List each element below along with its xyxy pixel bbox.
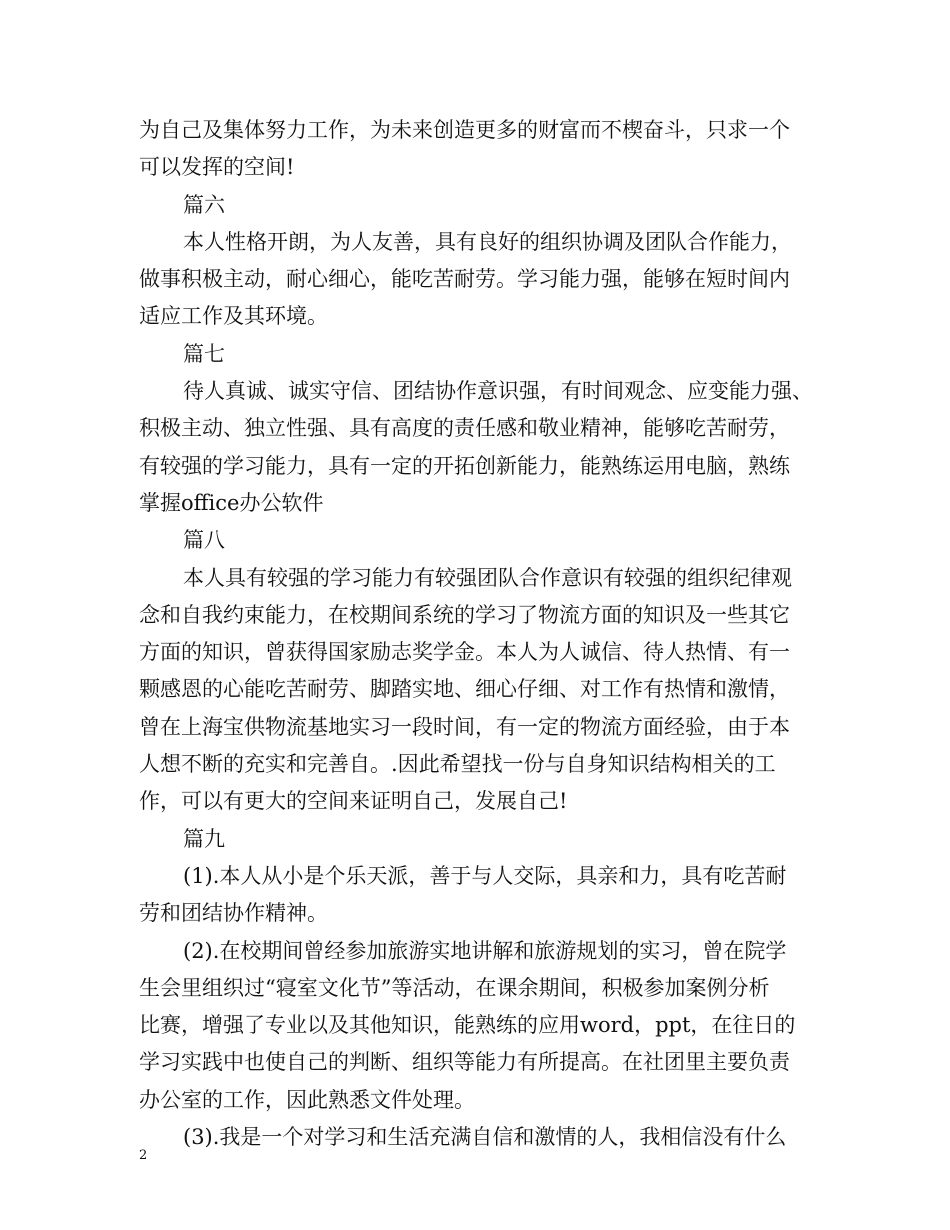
paragraph-start-line: 待人真诚、诚实守信、团结协作意识强，有时间观念、应变能力强、 (183, 379, 813, 404)
paragraph-start-line: 本人具有较强的学习能力有较强团队合作意识有较强的组织纪律观 (183, 565, 792, 590)
text-line: 掌握office办公软件 (139, 490, 324, 515)
paragraph-start-line: (2).在校期间曾经参加旅游实地讲解和旅游规划的实习，曾在院学 (183, 938, 787, 963)
text-line: 方面的知识，曾获得国家励志奖学金。本人为人诚信、待人热情、有一 (139, 640, 790, 665)
text-line: 办公室的工作，因此熟悉文件处理。 (139, 1087, 475, 1112)
text-line: 做事积极主动，耐心细心，能吃苦耐劳。学习能力强，能够在短时间内 (139, 267, 790, 292)
text-line: 作，可以有更大的空间来证明自己，发展自己! (139, 789, 568, 814)
text-line: 劳和团结协作精神。 (139, 901, 328, 926)
paragraph-start-line: 篇七 (183, 341, 225, 366)
paragraph-start-line: 篇六 (183, 192, 225, 217)
text-line: 颗感恩的心能吃苦耐劳、脚踏实地、细心仔细、对工作有热情和激情， (139, 677, 790, 702)
text-line: 可以发挥的空间! (139, 155, 295, 180)
paragraph-start-line: 篇八 (183, 528, 225, 553)
text-line: 积极主动、独立性强、具有高度的责任感和敬业精神，能够吃苦耐劳， (139, 416, 790, 441)
text-line: 念和自我约束能力，在校期间系统的学习了物流方面的知识及一些其它 (139, 602, 790, 627)
text-line: 适应工作及其环境。 (139, 304, 328, 329)
page-number: 2 (139, 1148, 148, 1163)
paragraph-start-line: 篇九 (183, 826, 225, 851)
text-line: 曾在上海宝供物流基地实习一段时间，有一定的物流方面经验，由于本 (139, 714, 790, 739)
text-line: 为自己及集体努力工作，为未来创造更多的财富而不楔奋斗，只求一个 (139, 118, 790, 142)
text-line: 人想不断的充实和完善自。.因此希望找一份与自身知识结构相关的工 (139, 752, 776, 777)
paragraph-start-line: (3).我是一个对学习和生活充满自信和激情的人，我相信没有什么 (183, 1125, 787, 1150)
text-line: 有较强的学习能力，具有一定的开拓创新能力，能熟练运用电脑，熟练 (139, 453, 790, 478)
document-body (139, 112, 839, 1156)
text-line: 学习实践中也使自己的判断、组织等能力有所提高。在社团里主要负责 (139, 1050, 790, 1075)
text-line: 比赛，增强了专业以及其他知识，能熟练的应用word，ppt，在往日的 (139, 1013, 796, 1038)
paragraph-start-line: 本人性格开朗，为人友善，具有良好的组织协调及团队合作能力， (183, 229, 792, 254)
paragraph-start-line: (1).本人从小是个乐天派，善于与人交际，具亲和力，具有吃苦耐 (183, 863, 787, 888)
text-line: 生会里组织过“寝室文化节”等活动，在课余期间，积极参加案例分析 (139, 975, 770, 1000)
